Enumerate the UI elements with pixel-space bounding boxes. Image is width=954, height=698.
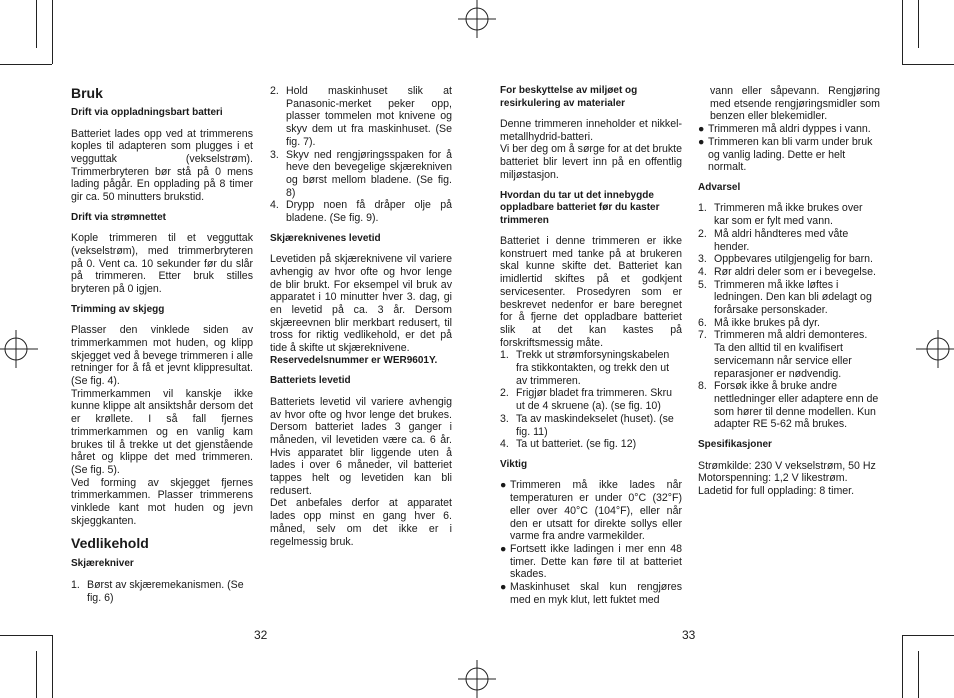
- heading-vedlikehold: Vedlikehold: [71, 535, 149, 552]
- subheading-mains-operation: Drift via strømnettet: [71, 211, 167, 223]
- spec-motor-voltage: Motorspenning: 1,2 V likestrøm.: [698, 472, 848, 485]
- subheading-battery-life: Batteriets levetid: [270, 375, 351, 387]
- list-number: 1.: [71, 578, 80, 591]
- list-text: Trimmeren kan bli varm under bruk og vanlig lading. Dette er helt normalt.: [708, 135, 873, 174]
- list-item: [270, 199, 452, 224]
- subheading-warning: Advarsel: [698, 181, 741, 193]
- paragraph: Denne trimmeren inneholder et nikkel-metallhydrid-batteri.: [500, 118, 682, 143]
- list-text: Hold maskinhuset slik at Panasonic-merket peker opp, plasser tommelen mot knivene og skyv dem ut fra maskinhuset. (Se fig. 7).: [286, 85, 452, 148]
- bullet-icon: ●: [500, 479, 507, 492]
- bullet-icon: ●: [500, 542, 507, 555]
- column-4: [698, 85, 880, 498]
- crop-mark: [902, 0, 903, 64]
- list-number: 2.: [270, 85, 279, 97]
- heading-bruk: Bruk: [71, 85, 103, 101]
- list-item: [698, 136, 880, 174]
- list-text: Trimmeren må aldri dyppes i vann.: [708, 123, 871, 136]
- list-text: Forsøk ikke å bruke andre nettledninger eller adaptere enn de som hører til denne modellen. Kun adapter RE 5-62 må brukes.: [714, 380, 879, 431]
- list-text: Ta av maskindekselet (huset). (se fig. 11): [516, 412, 674, 438]
- crop-mark: [918, 0, 919, 48]
- warning-list: [698, 202, 880, 431]
- removal-steps-list: [500, 349, 682, 451]
- list-item: [500, 438, 682, 451]
- list-number: 1.: [698, 202, 707, 215]
- list-number: 4.: [270, 199, 279, 212]
- crop-mark: [902, 635, 954, 636]
- list-text: Oppbevares utilgjengelig for barn.: [714, 253, 874, 266]
- spec-power-source: Strømkilde: 230 V vekselstrøm, 50 Hz: [698, 459, 876, 472]
- list-item: [698, 266, 880, 279]
- list-text: Børst av skjæremekanismen. (Se fig. 6): [87, 578, 244, 604]
- list-number: 2.: [698, 227, 707, 240]
- paragraph: Batteriet lades opp ved at trimmerens koples til adapteren som plugges i et vegguttak (vekselstrøm). Trimmerbryteren bør stå på 0 mens lading pågår. En opplading på 8 timer gir ca. 50 minutters brukstid.: [71, 127, 253, 204]
- subheading-specifications: Spesifikasjoner: [698, 439, 772, 451]
- list-item: [698, 329, 880, 380]
- list-item: [500, 543, 682, 581]
- list-number: 3.: [500, 412, 509, 425]
- paragraph-continued: vann eller såpevann. Rengjøring med etsende rengjøringsmidler som benzen eller blekemidler.: [710, 85, 880, 123]
- crop-mark: [902, 635, 903, 698]
- list-text: Trimmeren må ikke løftes i ledningen. Den kan bli ødelagt og forårsake personskader.: [714, 278, 872, 317]
- paragraph: Trimmerkammen vil kanskje ikke kunne klippe alt ansiktshår dersom det er krøllete. I så fall fjernes trimmerkammen og en vanlig kam brukes til å trekke ut det gjenstående håret og klippe det med trimmeren. (Se fig. 5).: [71, 387, 253, 476]
- paragraph: Kople trimmeren til et vegguttak (vekselstrøm), med trimmerbryteren på 0. Vent ca. 10 sekunder før du slår på trimmeren. Etter bruk stilles bryteren på 0 igjen.: [71, 232, 253, 296]
- paragraph: Vi ber deg om å sørge for at det brukte batteriet blir levert inn på en offentlig miljøstasjon.: [500, 143, 682, 181]
- list-text: Ta ut batteriet. (se fig. 12): [516, 438, 637, 451]
- list-item: [500, 479, 682, 543]
- registration-mark-icon: [458, 660, 496, 698]
- list-item: [500, 387, 682, 412]
- page-number-left: 32: [254, 628, 268, 642]
- list-item: [500, 413, 682, 438]
- crop-mark: [0, 635, 52, 636]
- list-item: [698, 253, 880, 266]
- crop-mark: [52, 635, 53, 698]
- list-text: Skyv ned rengjøringsspaken for å heve den bevegelige skjærekniven og børst mellom bladene. (Se fig. 8): [286, 148, 452, 199]
- registration-mark-icon: [458, 0, 496, 38]
- list-number: 3.: [270, 148, 279, 161]
- list-item: [71, 579, 253, 604]
- list-item: [698, 380, 880, 431]
- list-text: Må aldri håndteres med våte hender.: [714, 227, 849, 253]
- care-bullet-list: [698, 123, 880, 174]
- column-1: [71, 85, 253, 604]
- subheading-blade-life: Skjæreknivenes levetid: [270, 232, 381, 244]
- crop-mark: [36, 0, 37, 48]
- list-item: [698, 228, 880, 253]
- crop-mark: [0, 64, 52, 65]
- list-number: 3.: [698, 253, 707, 266]
- column-2: [270, 85, 452, 548]
- bullet-icon: ●: [698, 123, 705, 136]
- subheading-important: Viktig: [500, 458, 528, 470]
- paragraph: Batteriet i denne trimmeren er ikke konstruert med tanke på at brukeren skal kunne skifte det. Batteriet kan imidlertid skiftes på et godkjent servicesenter. Prosedyren som er beskrevet nedenfor er bare beregnet for å fjerne det oppladbare batteriet slik at det kan kastes på forskriftsmessig måte.: [500, 235, 682, 349]
- list-text: Trimmeren må ikke lades når temperaturen er under 0°C (32°F) eller over 40°C (104°F), eller når den er utsatt for direkte sollys eller varme fra andre varmekilder.: [510, 479, 682, 543]
- subheading-battery-operation: Drift via oppladningsbart batteri: [71, 107, 223, 118]
- list-item: [500, 349, 682, 387]
- crop-mark: [36, 651, 37, 698]
- blade-steps-list: [71, 579, 253, 604]
- list-number: 1.: [500, 349, 509, 362]
- list-item: [698, 202, 880, 227]
- page-number-right: 33: [682, 628, 696, 642]
- paragraph: Ved forming av skjegget fjernes trimmerkammen. Plasser trimmerens vinklede kant mot huden og jevn skjeggkanten.: [71, 476, 253, 527]
- spare-part-number: Reservedelsnummer er WER9601Y.: [270, 354, 438, 366]
- paragraph: Levetiden på skjæreknivene vil variere avhengig av hvor ofte og hvor lenge de blir brukt. For eksempel vil bruk av apparatet i 10 minutter hver 3. dag, gi en levetid på ca. 3 år. Dersom skjæreevnen blir merkbart redusert, til tross for riktig vedlikehold, er det på tide å skifte ut skjæreknivene.: [270, 253, 452, 355]
- subheading-battery-removal: Hvordan du tar ut det innebygde oppladbare batteriet før du kaster trimmeren: [500, 189, 660, 226]
- column-3: [500, 85, 682, 607]
- list-number: 4.: [500, 438, 509, 451]
- crop-mark: [918, 651, 919, 698]
- blade-steps-list-cont: [270, 85, 452, 225]
- list-text: Trimmeren må aldri demonteres. Ta den alltid til en kvalifisert servicemann når service eller reparasjoner er nødvendig.: [714, 329, 868, 380]
- bullet-icon: ●: [698, 135, 705, 148]
- paragraph: Plasser den vinklede siden av trimmerkammen mot huden, og klipp skjegget ved å bevege trimmeren i alle retninger for å få et jevnt klippresultat. (Se fig. 4).: [71, 324, 253, 388]
- list-number: 4.: [698, 265, 707, 278]
- list-item: [698, 317, 880, 330]
- subheading-beard-trimming: Trimming av skjegg: [71, 303, 165, 315]
- list-number: 5.: [698, 278, 707, 291]
- important-list: [500, 479, 682, 606]
- paragraph: Det anbefales derfor at apparatet lades opp minst en gang hver 6. måned, selv om det ikke er i regelmessig bruk.: [270, 497, 452, 548]
- list-text: Drypp noen få dråper olje på bladene. (Se fig. 9).: [286, 199, 452, 225]
- list-item: [698, 279, 880, 317]
- list-number: 8.: [698, 380, 707, 393]
- bullet-icon: ●: [500, 581, 507, 594]
- spec-charge-time: Ladetid for full opplading: 8 timer.: [698, 484, 855, 497]
- list-text: Må ikke brukes på dyr.: [714, 316, 820, 329]
- list-text: Trekk ut strømforsyningskabelen fra stikkontakten, og trekk den ut av trimmeren.: [516, 349, 670, 387]
- list-number: 2.: [500, 387, 509, 400]
- subheading-environment: For beskyttelse av miljøet og resirkulering av materialer: [500, 85, 638, 109]
- crop-mark: [52, 0, 53, 64]
- registration-mark-icon: [916, 330, 954, 368]
- list-number: 6.: [698, 316, 707, 329]
- list-text: Trimmeren må ikke brukes over kar som er fylt med vann.: [714, 202, 863, 228]
- paragraph: Batteriets levetid vil variere avhengig av hvor ofte og hvor lenge det brukes. Dersom batteriet lades 3 ganger i måneden, vil levetiden være ca. 6 år. Hvis apparatet blir liggende uten å lades i over 6 måneder, vil batteriet tappes helt og levetiden kan bli redusert.: [270, 395, 452, 497]
- list-number: 7.: [698, 329, 707, 342]
- list-item: [270, 149, 452, 200]
- subheading-blades: Skjærekniver: [71, 558, 134, 570]
- crop-mark: [902, 64, 954, 65]
- list-text: Rør aldri deler som er i bevegelse.: [714, 265, 876, 278]
- list-item: [270, 85, 452, 149]
- registration-mark-icon: [0, 330, 38, 368]
- list-text: Fortsett ikke ladingen i mer enn 48 timer. Dette kan føre til at batteriet skades.: [510, 542, 682, 581]
- list-text: Frigjør bladet fra trimmeren. Skru ut de 4 skruene (a). (se fig. 10): [516, 387, 672, 413]
- list-text: Maskinhuset skal kun rengjøres med en myk klut, lett fuktet med: [510, 581, 682, 606]
- list-item: [500, 581, 682, 606]
- list-item: [698, 123, 880, 136]
